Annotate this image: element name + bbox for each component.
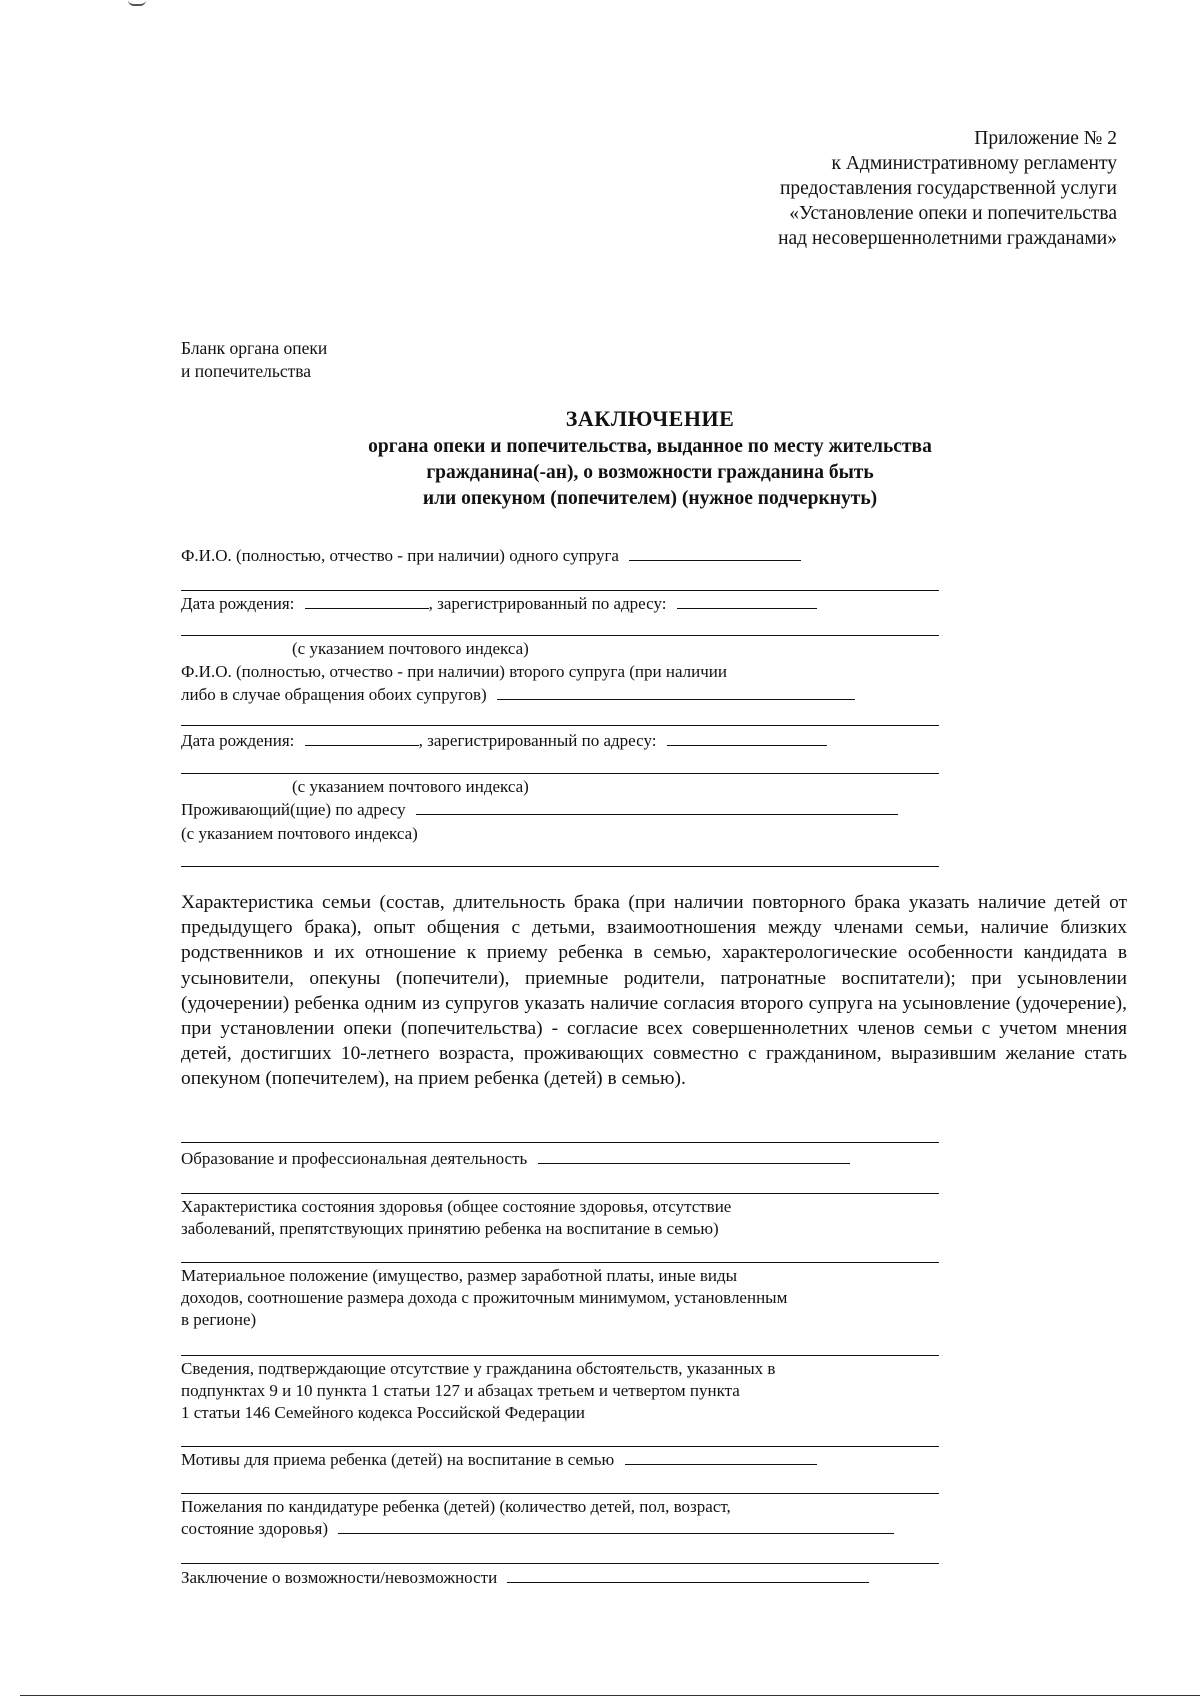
education-item — [181, 1148, 941, 1170]
wishes-item — [181, 1496, 941, 1540]
postal-note: (с указанием почтового индекса) — [292, 777, 529, 796]
spouse1-name-label: Ф.И.О. (полностью, отчество - при наличии) одного супруга — [181, 546, 619, 565]
fill-line[interactable] — [181, 1563, 939, 1564]
circumstances-label-cont: 1 статьи 146 Семейного кодекса Российской Федерации — [181, 1403, 586, 1422]
fill-line[interactable] — [181, 866, 939, 867]
residing-row — [181, 799, 898, 821]
fill-line[interactable] — [181, 1142, 939, 1143]
title-main: ЗАКЛЮЧЕНИЕ — [565, 406, 735, 431]
spouse2-name-label-cont: либо в случае обращения обоих супругов) — [181, 685, 487, 704]
spouse2-birth-label: Дата рождения: — [181, 731, 295, 750]
wishes-field[interactable] — [338, 1518, 894, 1534]
fill-line[interactable] — [181, 1262, 939, 1263]
appendix-line: Приложение № 2 — [974, 128, 1117, 149]
scan-edge-line — [20, 1695, 1200, 1696]
title-sub-line: органа опеки и попечительства, выданное по месту жительства — [368, 436, 932, 457]
fill-line[interactable] — [181, 773, 939, 774]
conclusion-label: Заключение о возможности/невозможности — [181, 1568, 498, 1587]
letterhead-line: и попечительства — [181, 361, 312, 381]
spouse1-name-field[interactable] — [629, 545, 801, 561]
appendix-line: над несовершеннолетними гражданами» — [778, 228, 1117, 249]
document-title — [230, 404, 1070, 512]
scan-artifact — [128, 0, 146, 6]
fill-line[interactable] — [181, 590, 939, 591]
title-sub-line: гражданина(-ан), о возможности гражданина быть — [426, 462, 874, 483]
fill-line[interactable] — [181, 725, 939, 726]
circumstances-label: Сведения, подтверждающие отсутствие у гражданина обстоятельств, указанных в — [181, 1359, 776, 1378]
circumstances-item — [181, 1358, 941, 1424]
material-label-cont: в регионе) — [181, 1310, 257, 1329]
wishes-label-cont: состояние здоровья) — [181, 1519, 329, 1538]
health-label-cont: заболеваний, препятствующих принятию ребенка на воспитание в семью) — [181, 1219, 719, 1238]
authority-letterhead-label — [181, 337, 327, 383]
spouse1-birth-row — [181, 593, 817, 615]
spouse2-reg-label: , зарегистрированный по адресу: — [418, 731, 657, 750]
letterhead-line: Бланк органа опеки — [181, 338, 328, 358]
residing-label: Проживающий(щие) по адресу — [181, 800, 406, 819]
residing-address-field[interactable] — [416, 799, 898, 815]
spouse2-birth-row — [181, 730, 827, 752]
appendix-line: «Установление опеки и попечительства — [789, 203, 1117, 224]
health-label: Характеристика состояния здоровья (общее состояние здоровья, отсутствие — [181, 1197, 732, 1216]
spouse2-address-field[interactable] — [667, 730, 827, 746]
family-characteristics-paragraph: Характеристика семьи (состав, длительность брака (при наличии повторного брака указать наличие детей от предыдущего брака), опыт общения с детьми, взаимоотношения между членами семьи, наличие близких родственников и их отношение к приему ребенка в семью, характерологические особенности кандидата в усыновители, опекуны (попечители), приемные родители, патронатные воспитатели); при усыновлении (удочерении) ребенка одним из супругов указать наличие согласия второго супруга на усыновление (удочерение), при установлении опеки (попечительства) - согласие всех совершеннолетних членов семьи с учетом мнения детей, достигших 10-летнего возраста, проживающих совместно с гражданином, выразившим желание стать опекуном (попечителем), на прием ребенка (детей) в семью). — [181, 892, 1127, 1090]
motives-label: Мотивы для приема ребенка (детей) на воспитание в семью — [181, 1450, 615, 1469]
motives-item — [181, 1449, 941, 1471]
spouse1-name-row — [181, 545, 801, 567]
material-item — [181, 1265, 941, 1331]
fill-line[interactable] — [181, 1493, 939, 1494]
fill-line[interactable] — [181, 635, 939, 636]
education-label: Образование и профессиональная деятельность — [181, 1149, 528, 1168]
spouse1-address-field[interactable] — [677, 593, 817, 609]
conclusion-field[interactable] — [507, 1567, 869, 1583]
fill-line[interactable] — [181, 1446, 939, 1447]
circumstances-label-cont: подпунктах 9 и 10 пункта 1 статьи 127 и абзацах третьем и четвертом пункта — [181, 1381, 740, 1400]
postal-note: (с указанием почтового индекса) — [181, 824, 418, 843]
spouse1-reg-label: , зарегистрированный по адресу: — [428, 594, 667, 613]
appendix-header — [778, 126, 1117, 251]
education-field[interactable] — [538, 1148, 850, 1164]
material-label: Материальное положение (имущество, размер заработной платы, иные виды — [181, 1266, 738, 1285]
spouse2-birth-field[interactable] — [305, 730, 419, 746]
postal-note: (с указанием почтового индекса) — [292, 639, 529, 658]
appendix-line: предоставления государственной услуги — [779, 178, 1117, 199]
conclusion-item — [181, 1567, 941, 1589]
motives-field[interactable] — [625, 1449, 817, 1465]
spouse1-birth-label: Дата рождения: — [181, 594, 295, 613]
appendix-line: к Административному регламенту — [831, 153, 1117, 174]
material-label-cont: доходов, соотношение размера дохода с прожиточным минимумом, установленным — [181, 1288, 788, 1307]
spouse2-name-field[interactable] — [497, 684, 855, 700]
spouse2-name-label: Ф.И.О. (полностью, отчество - при наличии) второго супруга (при наличии — [181, 662, 727, 681]
wishes-label: Пожелания по кандидатуре ребенка (детей) (количество детей, пол, возраст, — [181, 1497, 731, 1516]
fill-line[interactable] — [181, 1193, 939, 1194]
health-item — [181, 1196, 941, 1240]
title-sub-line: или опекуном (попечителем) (нужное подчеркнуть) — [422, 488, 878, 509]
fill-line[interactable] — [181, 1355, 939, 1356]
spouse2-name-row — [181, 684, 855, 706]
spouse1-birth-field[interactable] — [305, 593, 429, 609]
